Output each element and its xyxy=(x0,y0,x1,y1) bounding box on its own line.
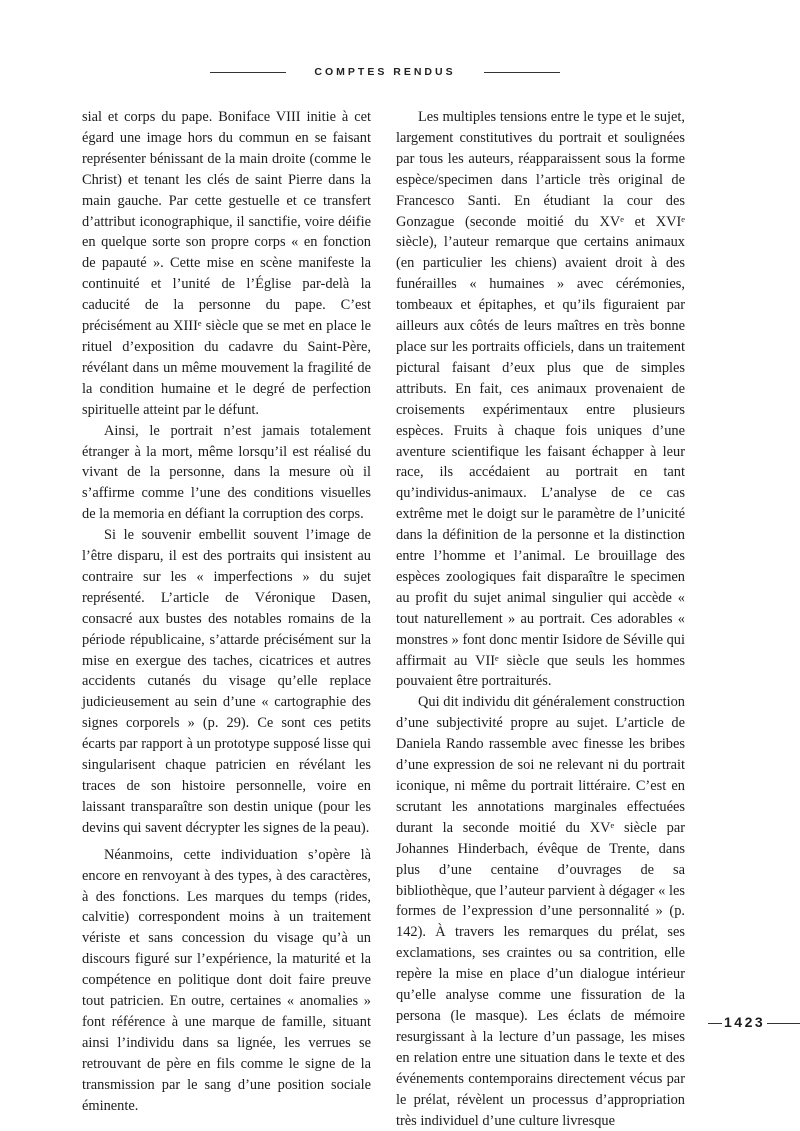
paragraph: sial et corps du pape. Boniface VIII initie à cet égard une image hors du commun en se faisant représenter bénissant de la main droite (comme le Christ) et tenant les clés de saint Pierre dans la main gauche. Par cette gestuelle et ce transfert d’attribut iconographique, il sanctifie, voire déifie en quelque sorte son propre corps « en fonction de papauté ». Cette mise en scène manifeste la continuité et l’unité de l’Église par-delà la caducité de la personne du pape. C’est précisément au XIIIᵉ siècle que se met en place le rituel d’exposition du cadavre du Saint-Père, révélant dans un même mouvement la fragilité de la condition humaine et le degré de perfection spirituelle atteint par le défunt. xyxy=(82,109,371,418)
paragraph: Les multiples tensions entre le type et le sujet, largement constitutives du portrait et soulignées par tous les auteurs, réapparaissent sous la forme espèce/specimen dans l’article très original de Francesco Santi. En étudiant la cour des Gonzague (seconde moitié du XVᵉ et XVIᵉ siècle), l’auteur remarque que certains animaux (en particulier les chiens) avaient droit à des funérailles « humaines » avec cérémonies, tombeaux et épitaphes, et qu’ils figuraient par ailleurs aux côtés de leurs maîtres en très bonne place sur les portraits officiels, dans un traitement pictural faisant d’eux plus que de simples attributs. En fait, ces animaux provenaient de croisements expérimentaux entre plusieurs espèces. Fruits à chaque fois uniques d’une aventure scientifique les faisant échapper à leur race, ils accédaient au portrait en tant qu’individus-animaux. L’analyse de ce cas extrême met le doigt sur le paramètre de l’unicité dans la définition de la personne et la distinction entre l’homme et l’animal. Le brouillage des espèces zoologiques fait disparaître le specimen au profit du sujet animal singulier qui accède « tout naturellement » au portrait. Ces adorables « monstres » font donc mentir Isidore de Séville qui affirmait au VIIᵉ siècle que seuls les hommes pouvaient être portraiturés. xyxy=(396,109,685,690)
running-title: COMPTES RENDUS xyxy=(314,66,456,78)
running-header xyxy=(0,66,770,78)
header-rule-right xyxy=(484,72,560,73)
paragraph: Néanmoins, cette individuation s’opère là encore en renvoyant à des types, à des caractères, à des fonctions. Les marques du temps (rides, calvitie) correspondent moins à un traitement vériste et sans concession du visage qu’à un discours figuré sur l’expérience, la maturité et la compétence en politique dont doit faire preuve tout patricien. En outre, certaines « anomalies » font référence à une marque de famille, situant ainsi l’individu dans sa lignée, les verrues se retrouvant de père en fils comme le signe de la transmission par le sang d’une position sociale éminente. xyxy=(82,846,371,1114)
paragraph: Si le souvenir embellit souvent l’image de l’être disparu, il est des portraits qui insistent au contraire sur les « imperfections » du sujet représenté. L’article de Véronique Dasen, consacré aux bustes des notables romains de la période républicaine, s’attarde précisément sur la mise en exergue des taches, cicatrices et autres accidents cutanés du visage qu’elle replace judicieusement au sein d’une « cartographie des signes corporels » (p. 29). Ce sont ces petits écarts par rapport à un prototype supposé lisse qui singularisent chaque patricien en révélant les traces de son histoire personnelle, voire en laissant transparaître son destin unique (pour les devins qui savent décrypter les signes de la peau). xyxy=(82,527,371,836)
paragraph: Ainsi, le portrait n’est jamais totalement étranger à la mort, même lorsqu’il est réalisé du vivant de la personne, dans la mesure où il s’affirme comme l’une des conditions visuelles de la memoria en défiant la corruption des corps. xyxy=(82,422,371,523)
paragraph: Qui dit individu dit généralement construction d’une subjectivité propre au sujet. L’article de Daniela Rando rassemble avec finesse les bribes d’une expression de soi ne relevant ni du portrait iconique, ni même du portrait littéraire. C’est en scrutant les annotations marginales effectuées durant la seconde moitié du XVᵉ siècle par Johannes Hinderbach, évêque de Trente, dans plus d’une centaine d’ouvrages de sa bibliothèque, que l’auteur parvient à dégager « les formes de l’expression d’une personnalité » (p. 142). À travers les remarques du prélat, ses exclamations, ses craintes ou sa contrition, elle repère la mise en place d’un dialogue intérieur qu’elle analyse comme une fissuration de la persona (le masque). Les éclats de mémoire resurgissant à la lecture d’un passage, les mises en relation entre une situation dans le texte et des événements contemporains directement vécus par le prélat, révèlent un processus d’appropriation très individuel d’une culture livresque xyxy=(396,694,685,1129)
page-number: 1423 xyxy=(724,1014,766,1030)
left-column xyxy=(82,107,371,1117)
header-rule-left xyxy=(210,72,286,73)
right-column xyxy=(396,107,685,1131)
